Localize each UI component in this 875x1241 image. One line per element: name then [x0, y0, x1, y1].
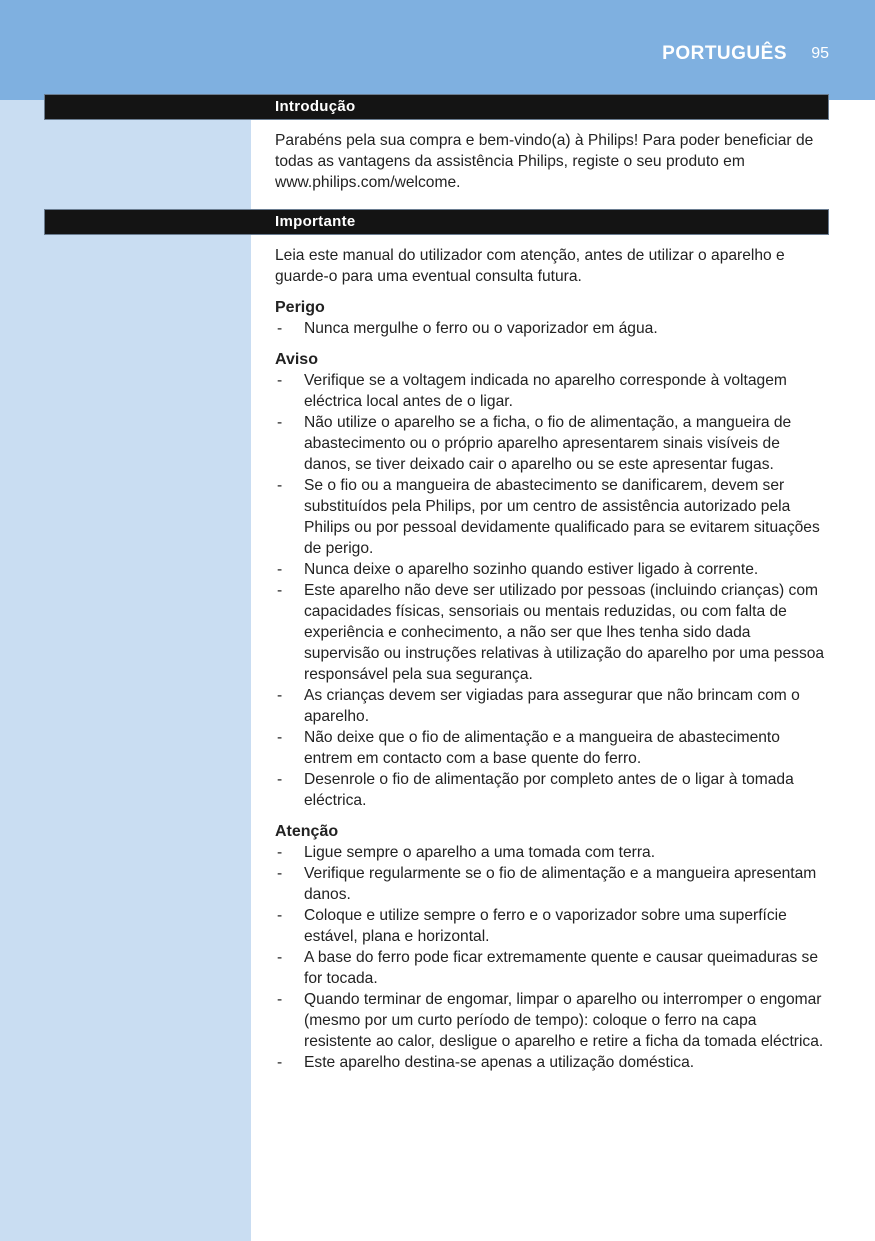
caution-list [275, 842, 827, 1073]
list-item: - As crianças devem ser vigiadas para assegurar que não brincam com o aparelho. [277, 687, 800, 725]
list-item: - Nunca mergulhe o ferro ou o vaporizador em água. [277, 320, 658, 337]
page-number: 95 [811, 45, 829, 62]
list-item: - Nunca deixe o aparelho sozinho quando estiver ligado à corrente. [277, 561, 759, 578]
list-item: - Não deixe que o fio de alimentação e a mangueira de abastecimento entrem em contacto com a base quente do ferro. [277, 729, 780, 767]
list-item: - Este aparelho destina-se apenas a utilização doméstica. [277, 1054, 695, 1071]
section-title-intro: Introdução [275, 98, 356, 115]
subheading-danger: Perigo [275, 299, 325, 316]
list-item: - Quando terminar de engomar, limpar o aparelho ou interromper o engomar (mesmo por um curto período de tempo): coloque o ferro na capa resistente ao calor, desligue o aparelho e retire a ficha da tomada eléctrica. [277, 991, 824, 1050]
danger-list [275, 318, 827, 339]
list-item: - A base do ferro pode ficar extremamente quente e causar queimaduras se for tocada. [277, 949, 819, 987]
left-sidebar [0, 0, 251, 1241]
section-header-intro [44, 94, 829, 120]
warning-list [275, 370, 827, 811]
list-item: - Desenrole o fio de alimentação por completo antes de o ligar à tomada eléctrica. [277, 771, 794, 809]
language-label: PORTUGUÊS [662, 43, 787, 64]
subheading-caution: Atenção [275, 823, 339, 840]
important-paragraph: Leia este manual do utilizador com atenção, antes de utilizar o aparelho e guarde-o para uma eventual consulta futura. [275, 247, 785, 285]
page-header [0, 0, 875, 100]
section-header-important [44, 209, 829, 235]
list-item: - Coloque e utilize sempre o ferro e o vaporizador sobre uma superfície estável, plana e horizontal. [277, 907, 787, 945]
list-item: - Verifique regularmente se o fio de alimentação e a mangueira apresentam danos. [277, 865, 817, 903]
intro-content [275, 130, 827, 193]
list-item: - Este aparelho não deve ser utilizado por pessoas (incluindo crianças) com capacidades físicas, sensoriais ou mentais reduzidas, ou com falta de experiência e conhecimento, a não ser que lhes tenha sido dada supervisão ou instruções relativas à utilização do aparelho por uma pessoa responsável pela sua segurança. [277, 582, 825, 683]
intro-paragraph: Parabéns pela sua compra e bem-vindo(a) à Philips! Para poder beneficiar de todas as vantagens da assistência Philips, registe o seu produto em www.philips.com/welcome. [275, 132, 814, 191]
subheading-warning: Aviso [275, 351, 318, 368]
list-item: - Ligue sempre o aparelho a uma tomada com terra. [277, 844, 656, 861]
list-item: - Não utilize o aparelho se a ficha, o fio de alimentação, a mangueira de abastecimento ou o próprio aparelho apresentarem sinais visíveis de danos, se tiver deixado cair o aparelho ou se este apresentar fugas. [277, 414, 792, 473]
section-title-important: Importante [275, 213, 356, 230]
important-content [275, 245, 827, 1073]
list-item: - Verifique se a voltagem indicada no aparelho corresponde à voltagem eléctrica local antes de o ligar. [277, 372, 787, 410]
list-item: - Se o fio ou a mangueira de abastecimento se danificarem, devem ser substituídos pela Philips, por um centro de assistência autorizado pela Philips ou por pessoal devidamente qualificado para se evitarem situações de perigo. [277, 477, 820, 557]
